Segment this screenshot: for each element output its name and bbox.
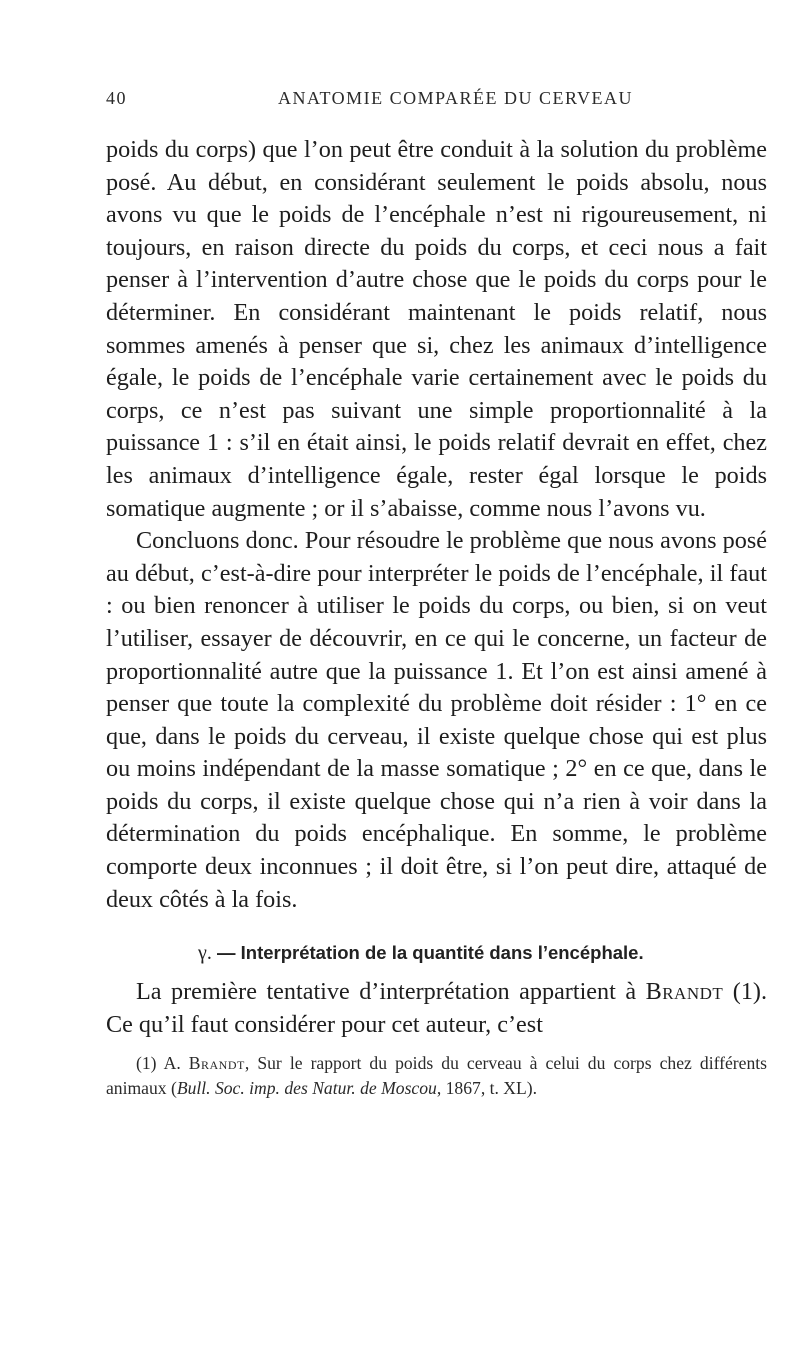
footnote-title: , Sur le rapport du poids du cerveau à celui du corps chez différents animaux ( xyxy=(106,1053,767,1099)
body-text xyxy=(106,134,767,1041)
paragraph-brandt-end: (1). Ce qu’il faut considérer pour cet auteur, c’est xyxy=(106,978,768,1038)
page-number: 40 xyxy=(106,88,127,108)
section-heading xyxy=(106,938,767,968)
footnote-journal: Bull. Soc. imp. des Natur. de Moscou xyxy=(176,1078,437,1099)
section-title: Interprétation de la quantité dans l’encéphale. xyxy=(240,942,644,964)
footnote xyxy=(106,1051,767,1101)
footnote-text xyxy=(106,1051,767,1101)
paragraph-brandt xyxy=(106,976,767,1041)
paragraph-continued: poids du corps) que l’on peut être conduit à la solution du problème posé. Au début, en considérant seulement le poids absolu, nous avons vu que le poids de l’encéphale n’est ni rigoureusement, ni toujours, en raison directe du poids du corps, et ceci nous a fait penser à l’intervention d’autre chose que le poids du corps pour le déterminer. En considérant maintenant le poids relatif, nous sommes amenés à penser que si, chez les animaux d’intelligence égale, le poids de l’encéphale varie certainement avec le poids du corps, ce n’est pas suivant une simple proportionnalité à la puissance 1 : s’il en était ainsi, le poids relatif devrait en effet, chez les animaux d’intelligence égale, rester égal lorsque le poids somatique augmente ; or il s’abaisse, comme nous l’avons vu. xyxy=(106,136,767,522)
footnote-author: Brandt xyxy=(188,1053,245,1074)
running-title: ANATOMIE COMPARÉE DU CERVEAU xyxy=(277,88,634,108)
paragraph-conclusion: Concluons donc. Pour résoudre le problème que nous avons posé au début, c’est-à-dire pour interpréter le poids de l’encéphale, il faut : ou bien renoncer à utiliser le poids du corps, ou bien, si on veut l’utiliser, essayer de découvrir, en ce qui le concerne, un facteur de proportionnalité autre que la puissance 1. Et l’on est ainsi amené à penser que toute la complexité du problème doit résider : 1° en ce que, dans le poids du cerveau, il existe quelque chose qui est plus ou moins indépendant de la masse somatique ; 2° en ce que, dans le poids du corps, il existe quelque chose qui n’a rien à voir dans la détermination du poids encéphalique. En somme, le problème comporte deux inconnues ; il doit être, si l’on peut dire, attaqué de deux côtés à la fois. xyxy=(106,527,767,913)
book-page xyxy=(106,88,767,1101)
section-marker: γ. xyxy=(198,942,212,965)
section-dash: — xyxy=(216,942,236,964)
author-name: Brandt xyxy=(645,978,724,1006)
footnote-citation: , 1867, t. XL). xyxy=(436,1078,538,1099)
running-head xyxy=(106,88,767,118)
footnote-initial: A. xyxy=(163,1053,181,1074)
paragraph-brandt-start: La première tentative d’interprétation appartient à xyxy=(136,978,646,1006)
footnote-number: (1) xyxy=(136,1053,157,1074)
